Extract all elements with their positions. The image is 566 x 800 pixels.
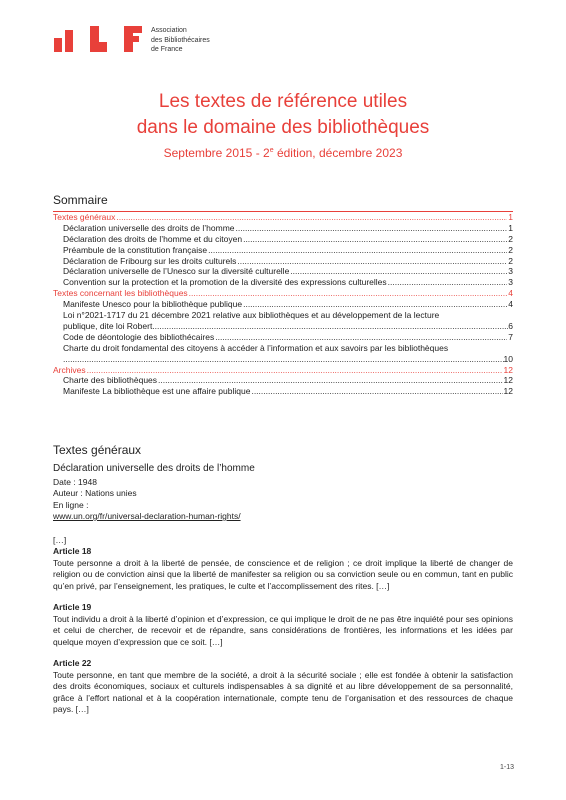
table-of-contents — [53, 211, 513, 397]
ellipsis: […] — [53, 534, 67, 545]
doc-title-line1: Les textes de référence utiles — [158, 91, 408, 112]
abf-logo — [52, 24, 148, 52]
toc-entry[interactable]: Déclaration universelle des droits de l’homme ..... 1 — [53, 223, 513, 234]
logo-org-name: Association des Bibliothécaires de France — [151, 27, 210, 53]
meta-online: En ligne : www.un.org/fr/universal-declaration-human-rights/ — [53, 499, 241, 521]
toc-entry[interactable]: Archives ..... 12 — [53, 365, 513, 376]
toc-entry[interactable]: Déclaration de Fribourg sur les droits culturels ..... 2 — [53, 256, 513, 267]
toc-entry[interactable]: Manifeste La bibliothèque est une affaire publique ..... 12 — [53, 386, 513, 397]
article-title: Article 18 — [53, 546, 92, 556]
sommaire-heading: Sommaire — [53, 193, 108, 207]
document-title: Déclaration universelle des droits de l’homme — [53, 463, 255, 474]
toc-entry[interactable]: Convention sur la protection et la promotion de la diversité des expressions culturelles ..... 3 — [53, 277, 513, 288]
toc-entry[interactable]: Charte du droit fondamental des citoyens à accéder à l’information et aux savoirs par les bibliothèques ..... 10 — [53, 343, 513, 365]
online-link[interactable]: www.un.org/fr/universal-declaration-human-rights/ — [53, 511, 241, 521]
article-text: Tout individu a droit à la liberté d’opinion et d’expression, ce qui implique le droit de ne pas être inquiété pour ses opinions et celui de chercher, de recevoir et de répandre, sans considérations de frontières, les informations et les idées par quelque moyen d’expression que ce soit. […] — [53, 613, 513, 647]
page-number: 1-13 — [499, 764, 514, 771]
toc-entry[interactable]: Textes généraux ..... 1 — [53, 212, 513, 223]
toc-entry[interactable]: Textes concernant les bibliothèques ..... 4 — [53, 288, 513, 299]
document-meta — [53, 477, 513, 523]
meta-date: Date : 1948 — [53, 476, 97, 487]
section-heading: Textes généraux — [53, 443, 142, 457]
toc-entry[interactable]: Préambule de la constitution française ..... 2 — [53, 245, 513, 256]
toc-entry[interactable]: Manifeste Unesco pour la bibliothèque publique ..... 4 — [53, 299, 513, 310]
toc-entry[interactable]: Code de déontologie des bibliothécaires ..... 7 — [53, 332, 513, 343]
article-title: Article 22 — [53, 658, 92, 668]
toc-entry[interactable]: Loi n°2021-1717 du 21 décembre 2021 relative aux bibliothèques et au développement de la lecture publique, dite loi Robert ..... 6 — [53, 310, 513, 332]
meta-author: Auteur : Nations unies — [53, 488, 137, 498]
toc-entry[interactable]: Charte des bibliothèques ..... 12 — [53, 375, 513, 386]
toc-entry[interactable]: Déclaration universelle de l’Unesco sur la diversité culturelle ..... 3 — [53, 266, 513, 277]
article-text: Toute personne a droit à la liberté de pensée, de conscience et de religion ; ce droit implique la liberté de changer de religion ou de conviction ainsi que la liberté de manifester sa religion ou sa conviction seule ou en commun, tant en public qu’en privé, par l’enseignement, les pratiques, le culte et l’accomplissement des rites. […] — [53, 557, 513, 591]
doc-subtitle: Septembre 2015 - 2e édition, décembre 2023 — [163, 146, 403, 160]
article-title: Article 19 — [53, 602, 92, 612]
article-text: Toute personne, en tant que membre de la société, a droit à la sécurité sociale ; elle est fondée à obtenir la satisfaction des droits économiques, sociaux et culturels indispensables à sa dignité et au libre développement de sa personnalité, grâce à l’effort national et à la coopération internationale, compte tenu de l’organisation et des ressources de chaque pays. […] — [53, 669, 513, 714]
doc-title-line2: dans le domaine des bibliothèques — [136, 117, 430, 138]
toc-entry[interactable]: Déclaration des droits de l’homme et du citoyen ..... 2 — [53, 234, 513, 245]
section-body — [53, 463, 513, 726]
